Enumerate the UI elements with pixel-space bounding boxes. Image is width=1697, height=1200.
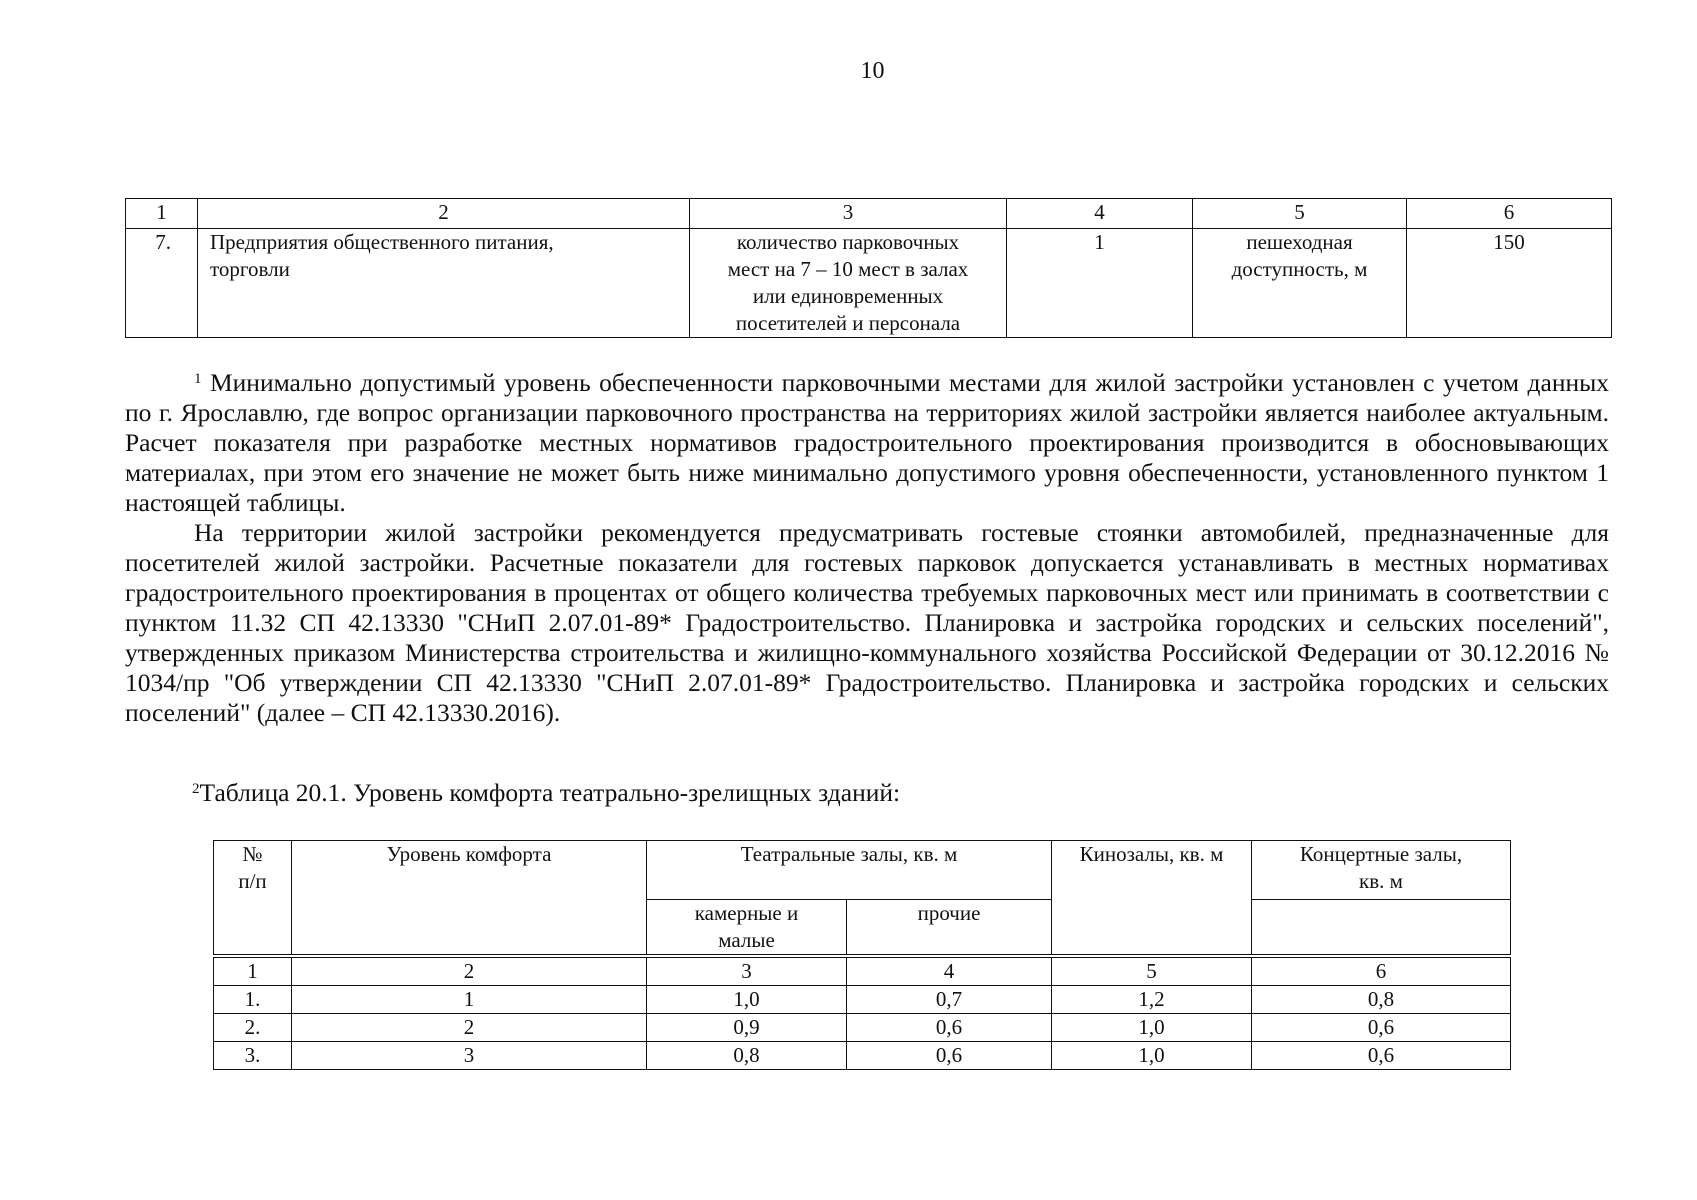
header-number-line: п/п (238, 869, 267, 893)
row-number: 2. (214, 1014, 292, 1042)
col-number-3: 3 (647, 956, 847, 986)
concert-halls-value: 0,6 (1252, 1014, 1511, 1042)
footnote-1 (125, 368, 1609, 518)
guest-parking-paragraph: На территории жилой застройки рекомендуется предусматривать гостевые стоянки автомобилей, предназначенные для посетителей жилой застройки. Расчетные показатели для гостевых парковок допускается устанавливать в местных нормативах градостроительного проектирования в процентах от общего количества требуемых парковочных мест или принимать в соответствии с пунктом 11.32 СП 42.13330 "СНиП 2.07.01-89* Градостроительство. Планировка и застройка городских и сельских поселений", утвержденных приказом Министерства строительства и жилищно-коммунального хозяйства Российской Федерации от 30.12.2016 № 1034/пр "Об утверждении СП 42.13330 "СНиП 2.07.01-89* Градостроительство. Планировка и застройка городских и сельских поселений" (далее – СП 42.13330.2016). (125, 518, 1609, 727)
table-row (126, 229, 1612, 338)
table-caption (192, 778, 900, 808)
unit-line: или единовременных (752, 284, 944, 308)
header-chamber-line: камерные и (694, 901, 799, 925)
header-number-line: № (242, 842, 263, 866)
header-concert-line: Концертные залы, (1299, 842, 1463, 866)
header-concert-empty (1252, 900, 1511, 957)
page-number: 10 (860, 58, 885, 84)
header-concert-line: кв. м (1359, 869, 1403, 893)
calculation-unit (690, 229, 1007, 338)
col-number-2: 2 (292, 956, 647, 986)
col-number-5: 5 (1052, 956, 1252, 986)
col-number-6: 6 (1252, 956, 1511, 986)
other-halls-value: 0,6 (847, 1014, 1052, 1042)
unit-line: посетителей и персонала (735, 311, 961, 335)
table-row (214, 986, 1511, 1014)
cinema-halls-value: 1,0 (1052, 1014, 1252, 1042)
accessibility-line: пешеходная (1246, 230, 1353, 254)
concert-halls-value: 0,6 (1252, 1042, 1511, 1070)
accessibility-line: доступность, м (1231, 257, 1368, 281)
col-number-4: 4 (1007, 199, 1193, 229)
header-concert-halls (1252, 841, 1511, 900)
comfort-level: 2 (292, 1014, 647, 1042)
footnotes (125, 368, 1609, 728)
footnote-marker: 1 (194, 371, 202, 387)
unit-line: мест на 7 – 10 мест в залах (727, 257, 969, 281)
comfort-level: 3 (292, 1042, 647, 1070)
cinema-halls-value: 1,0 (1052, 1042, 1252, 1070)
accessibility-distance: 150 (1407, 229, 1612, 338)
header-chamber-line: малые (718, 928, 775, 952)
other-halls-value: 0,6 (847, 1042, 1052, 1070)
header-cinema-halls: Кинозалы, кв. м (1052, 841, 1252, 957)
row-number: 1. (214, 986, 292, 1014)
concert-halls-value: 0,8 (1252, 986, 1511, 1014)
footnote-1-text: Минимально допустимый уровень обеспеченности парковочными местами для жилой застройки установлен с учетом данных по г. Ярославлю, где вопрос организации парковочного пространства на территориях жилой застройки является наиболее актуальным. Расчет показателя при разработке местных нормативов градостроительного проектирования производится в обосновывающих материалах, при этом его значение не может быть ниже минимально допустимого уровня обеспеченности, установленного пунктом 1 настоящей таблицы. (125, 368, 1609, 517)
cinema-halls-value: 1,2 (1052, 986, 1252, 1014)
parking-table-header-row (126, 199, 1612, 229)
row-number: 3. (214, 1042, 292, 1070)
col-number-3: 3 (690, 199, 1007, 229)
unit-line: количество парковочных (736, 230, 960, 254)
chamber-halls-value: 1,0 (647, 986, 847, 1014)
header-comfort-level: Уровень комфорта (292, 841, 647, 957)
header-other-halls: прочие (847, 900, 1052, 957)
comfort-level: 1 (292, 986, 647, 1014)
comfort-table (213, 840, 1511, 1070)
col-number-5: 5 (1193, 199, 1407, 229)
header-theatre-halls: Театральные залы, кв. м (647, 841, 1052, 900)
col-number-2: 2 (198, 199, 690, 229)
col-number-1: 1 (214, 956, 292, 986)
facility-name-line: торговли (210, 257, 290, 281)
comfort-table-number-row (214, 956, 1511, 986)
row-number: 7. (126, 229, 198, 338)
facility-name-line: Предприятия общественного питания, (210, 230, 554, 254)
footnote-marker: 2 (192, 781, 200, 797)
parking-table (125, 198, 1612, 338)
header-number (214, 841, 292, 957)
table-caption-text: Таблица 20.1. Уровень комфорта театрально-зрелищных зданий: (199, 778, 901, 807)
table-row (214, 1014, 1511, 1042)
col-number-6: 6 (1407, 199, 1612, 229)
comfort-table-header-row (214, 841, 1511, 900)
col-number-1: 1 (126, 199, 198, 229)
chamber-halls-value: 0,8 (647, 1042, 847, 1070)
header-chamber-halls (647, 900, 847, 957)
table-row (214, 1042, 1511, 1070)
chamber-halls-value: 0,9 (647, 1014, 847, 1042)
parking-value: 1 (1007, 229, 1193, 338)
accessibility-type (1193, 229, 1407, 338)
other-halls-value: 0,7 (847, 986, 1052, 1014)
facility-name (198, 229, 690, 338)
col-number-4: 4 (847, 956, 1052, 986)
